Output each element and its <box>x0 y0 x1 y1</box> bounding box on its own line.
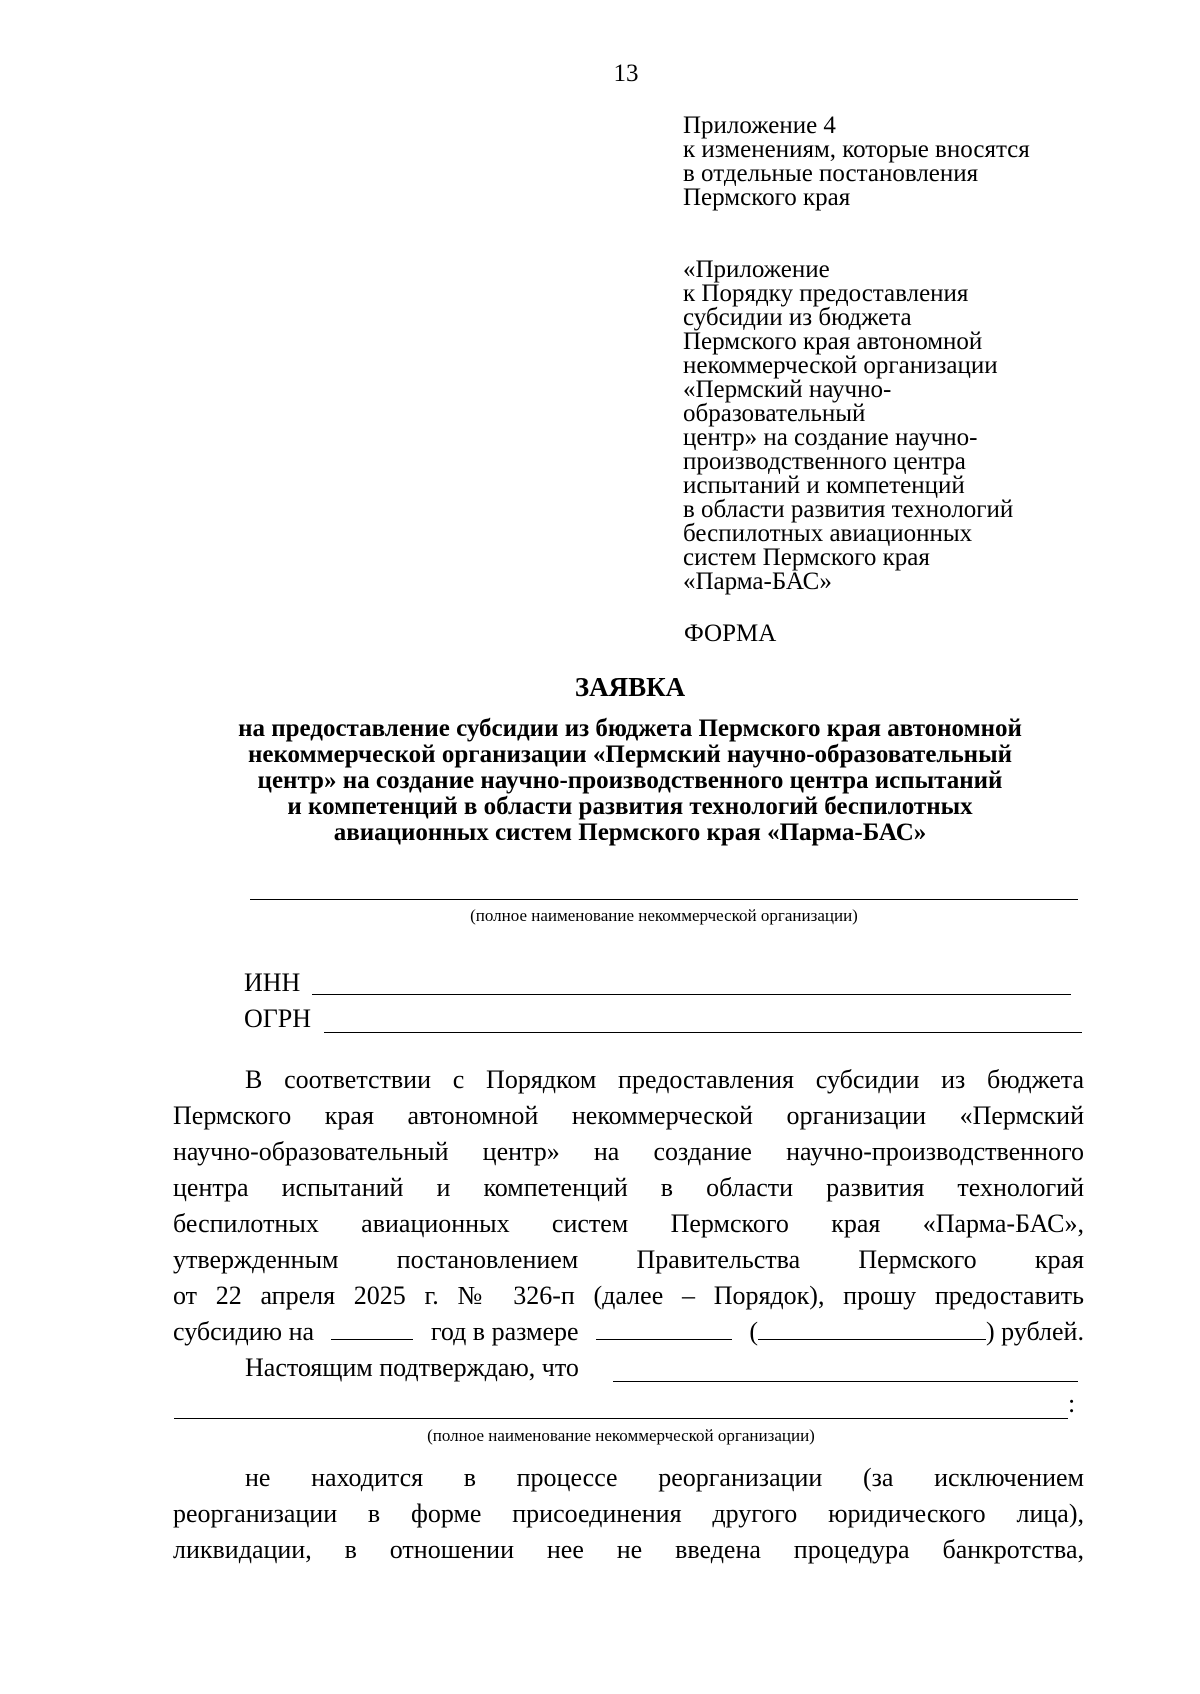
subsidy-text-2: год в размере <box>430 1317 579 1346</box>
body-line: центра испытаний и компетенций в области развития технологий <box>173 1173 1084 1202</box>
order-appendix-line: «Приложение <box>683 256 830 283</box>
final-paragraph <box>173 1460 1084 1568</box>
order-appendix-line: производственного центра <box>683 448 966 475</box>
subtitle-line: некоммерческой организации «Пермский научно-образовательный <box>247 741 1013 768</box>
subtitle-line: центр» на создание научно-производственного центра испытаний <box>257 767 1003 794</box>
confirm-caption: (полное наименование некоммерческой организации) <box>427 1426 815 1445</box>
appendix-header-line: Приложение 4 <box>683 112 836 139</box>
final-line: реорганизации в форме присоединения другого юридического лица), <box>173 1499 1084 1528</box>
final-line: ликвидации, в отношении нее не введена процедура банкротства, <box>173 1535 1084 1564</box>
year-field[interactable] <box>331 1315 413 1340</box>
confirm-org-field-2[interactable] <box>174 1418 1068 1419</box>
subsidy-text-4: ) рублей. <box>985 1317 1084 1346</box>
subsidy-line <box>173 1314 1084 1350</box>
ogrn-label: ОГРН <box>244 1004 312 1033</box>
inn-label: ИНН <box>244 968 301 997</box>
amount-words-field[interactable] <box>758 1315 986 1340</box>
order-appendix-line: центр» на создание научно- <box>683 424 978 451</box>
appendix-header <box>683 114 1030 210</box>
body-line: научно-образовательный центр» на создание научно-производственного <box>173 1137 1084 1166</box>
order-appendix-line: Пермского края автономной <box>683 328 983 355</box>
order-appendix-line: испытаний и компетенций <box>683 472 965 499</box>
body-paragraph <box>173 1062 1084 1350</box>
appendix-header-line: в отдельные постановления <box>683 160 979 187</box>
confirm-colon: : <box>1068 1389 1076 1418</box>
confirm-text: Настоящим подтверждаю, что <box>245 1353 579 1382</box>
order-appendix-line: систем Пермского края <box>683 544 930 571</box>
body-line: беспилотных авиационных систем Пермского края «Парма-БАС», <box>173 1209 1084 1238</box>
body-line: утвержденным постановлением Правительства Пермского края <box>173 1245 1084 1274</box>
page-number: 13 <box>613 60 639 87</box>
body-line: Пермского края автономной некоммерческой организации «Пермский <box>173 1101 1084 1130</box>
body-line: В соответствии с Порядком предоставления субсидии из бюджета <box>245 1065 1084 1094</box>
order-appendix-line: субсидии из бюджета <box>683 304 912 331</box>
order-appendix-line: «Парма-БАС» <box>683 568 832 595</box>
form-label: ФОРМА <box>684 620 777 647</box>
subtitle-line: авиационных систем Пермского края «Парма-БАС» <box>333 819 927 846</box>
subtitle-line: и компетенций в области развития технологий беспилотных <box>287 793 973 820</box>
document-subtitle <box>150 716 1110 846</box>
org-name-caption: (полное наименование некоммерческой организации) <box>470 906 858 925</box>
order-appendix-line: к Порядку предоставления <box>683 280 969 307</box>
order-appendix-line: образовательный <box>683 400 866 427</box>
order-appendix-line: «Пермский научно- <box>683 376 892 403</box>
order-appendix-line: некоммерческой организации <box>683 352 998 379</box>
amount-field[interactable] <box>596 1315 732 1340</box>
ogrn-field[interactable] <box>324 1032 1082 1033</box>
inn-field[interactable] <box>312 994 1071 995</box>
appendix-header-line: Пермского края <box>683 184 851 211</box>
final-line: не находится в процессе реорганизации (за исключением <box>245 1463 1084 1492</box>
subtitle-line: на предоставление субсидии из бюджета Пермского края автономной <box>238 715 1022 742</box>
subsidy-text-3: ( <box>749 1317 758 1346</box>
subsidy-text-1: субсидию на <box>173 1317 315 1346</box>
order-appendix-line: в области развития технологий <box>683 496 1014 523</box>
body-line: от 22 апреля 2025 г. № 326-п (далее – Порядок), прошу предоставить <box>173 1281 1084 1310</box>
org-name-blank[interactable] <box>250 899 1078 900</box>
document-title: ЗАЯВКА <box>574 672 686 702</box>
order-appendix-line: беспилотных авиационных <box>683 520 973 547</box>
confirm-org-field[interactable] <box>613 1381 1078 1382</box>
appendix-header-line: к изменениям, которые вносятся <box>683 136 1030 163</box>
order-appendix-header <box>683 258 1013 594</box>
